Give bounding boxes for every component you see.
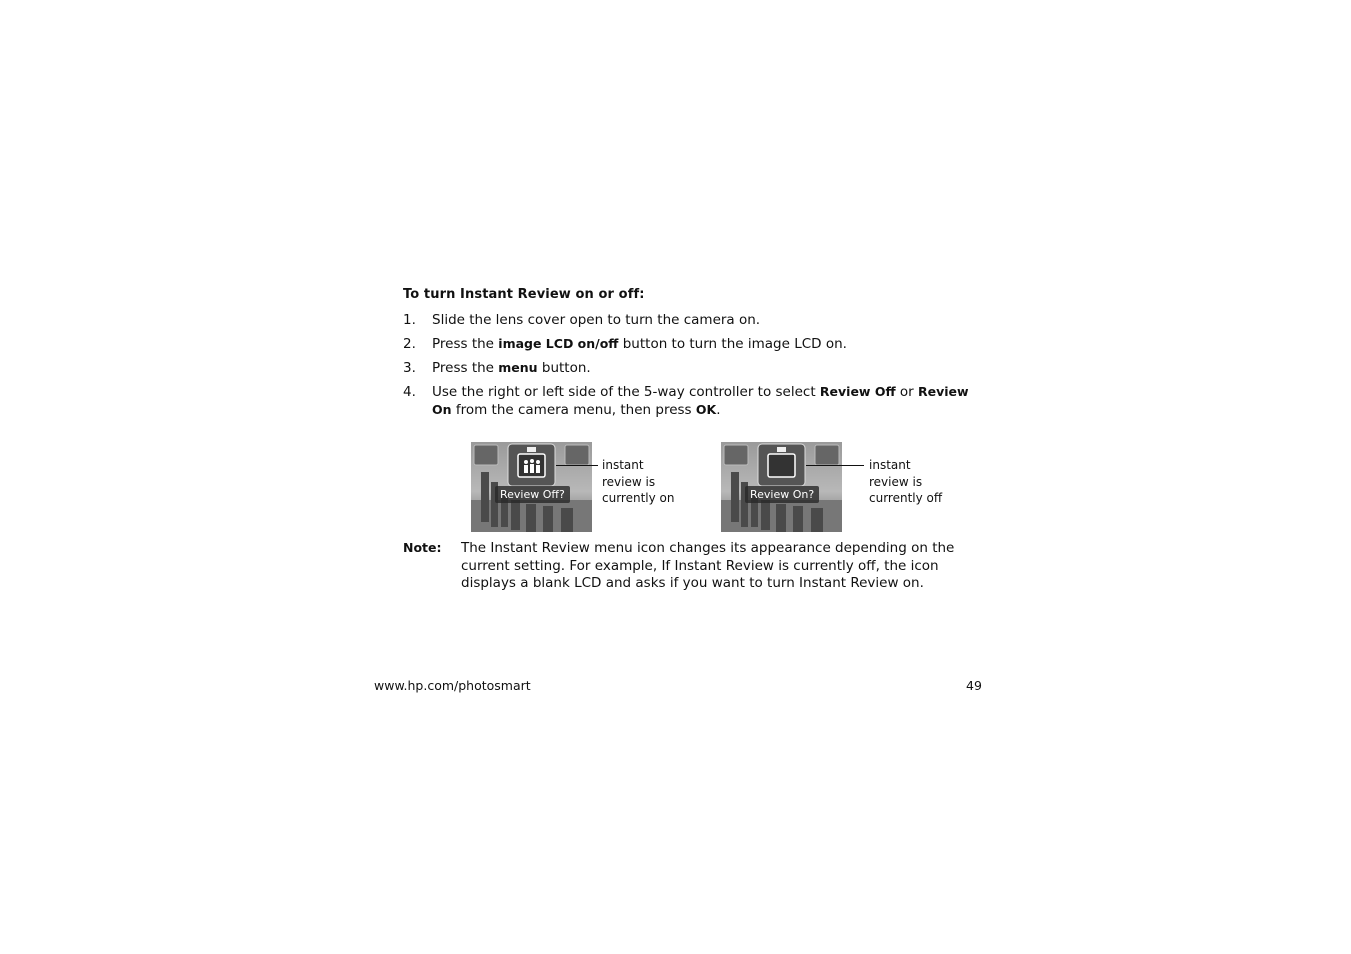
footer-url: www.hp.com/photosmart — [374, 678, 531, 693]
lcd-screenshot-review-off — [471, 442, 592, 532]
step-2 — [403, 335, 988, 353]
step-number: 1. — [403, 312, 416, 328]
section-heading: To turn Instant Review on or off: — [403, 287, 645, 302]
step-number: 2. — [403, 336, 416, 352]
note-label: Note: — [403, 540, 442, 555]
step-text: Press the menu button. — [432, 360, 591, 376]
step-4 — [403, 383, 988, 419]
step-text: Slide the lens cover open to turn the camera on. — [432, 312, 761, 328]
lcd-menu-label: Review On? — [745, 486, 819, 503]
step-number: 4. — [403, 384, 416, 400]
step-text: Use the right or left side of the 5-way controller to select Review Off or Review On from the camera menu, then press OK. — [432, 384, 969, 418]
step-text: Press the image LCD on/off button to turn the image LCD on. — [432, 336, 847, 352]
lcd-menu-label: Review Off? — [495, 486, 570, 503]
callout-review-on: instant review is currently on — [602, 458, 675, 505]
callout-leader-line — [806, 465, 864, 466]
step-3 — [403, 359, 988, 377]
callout-leader-line — [556, 465, 598, 466]
step-1 — [403, 311, 988, 329]
step-number: 3. — [403, 360, 416, 376]
button-name: menu — [498, 360, 538, 375]
button-name: image LCD on/off — [498, 336, 619, 351]
note-text: The Instant Review menu icon changes its appearance depending on the current setting. For example, If Instant Review is currently off, the icon displays a blank LCD and asks if you want to turn Instant Review on. — [461, 540, 955, 591]
lcd-screenshot-review-on — [721, 442, 842, 532]
page-number: 49 — [966, 678, 982, 693]
callout-review-off: instant review is currently off — [869, 458, 943, 505]
